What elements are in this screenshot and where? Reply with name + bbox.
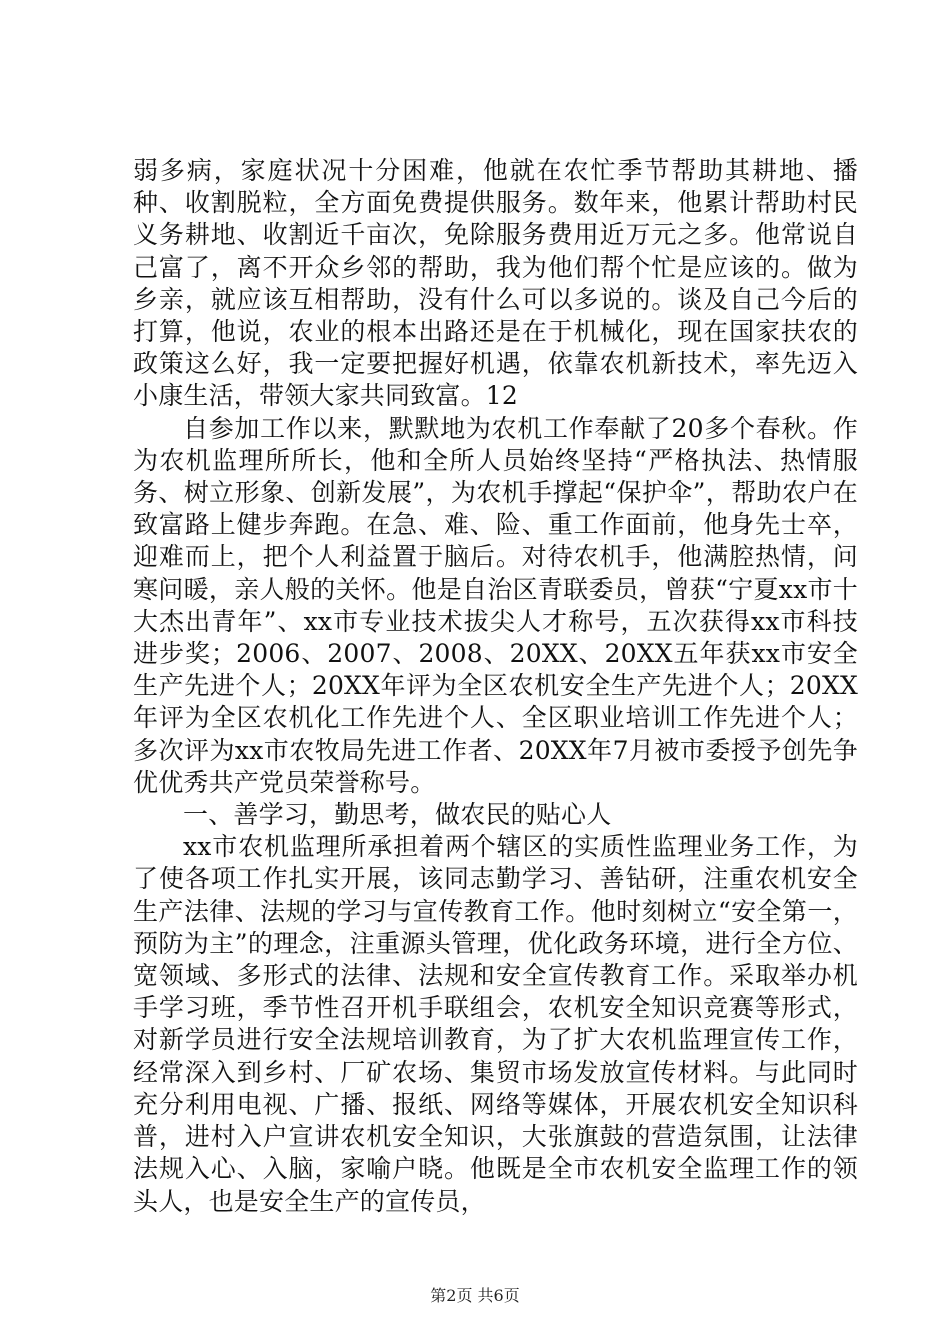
paragraph-continuation: 弱多病，家庭状况十分困难，他就在农忙季节帮助其耕地、播种、收割脱粒，全方面免费提供服务。数年来，他累计帮助村民义务耕地、收割近千亩次，免除服务费用近万元之多。他常说自己富了，离不开众乡邻的帮助，我为他们帮个忙是应该的。做为乡亲，就应该互相帮助，没有什么可以多说的。谈及自己今后的打算，他说，农业的根本出路还是在于机械化，现在国家扶农的政策这么好，我一定要把握好机遇，依靠农机新技术，率先迈入小康生活，带领大家共同致富。12 [133, 156, 858, 411]
document-body [133, 155, 858, 1218]
section-heading: 一、善学习，勤思考，做农民的贴心人 [183, 800, 612, 830]
page-number-footer: 第2页 共6页 [430, 1286, 520, 1305]
paragraph-section-body: xx市农机监理所承担着两个辖区的实质性监理业务工作，为了使各项工作扎实开展，该同志勤学习、善钻研，注重农机安全生产法律、法规的学习与宣传教育工作。他时刻树立“安全第一，预防为主”的理念，注重源头管理，优化政务环境，进行全方位、宽领域、多形式的法律、法规和安全宣传教育工作。采取举办机手学习班，季节性召开机手联组会，农机安全知识竞赛等形式，对新学员进行安全法规培训教育，为了扩大农机监理宣传工作，经常深入到乡村、厂矿农场、集贸市场发放宣传材料。与此同时充分利用电视、广播、报纸、网络等媒体，开展农机安全知识科普，进村入户宣讲农机安全知识，大张旗鼓的营造氛围，让法律法规入心、入脑，家喻户晓。他既是全市农机安全监理工作的领头人，也是安全生产的宣传员， [133, 832, 858, 1216]
paragraph-career-summary: 自参加工作以来，默默地为农机工作奉献了20多个春秋。作为农机监理所所长，他和全所人员始终坚持“严格执法、热情服务、树立形象、创新发展”，为农机手撑起“保护伞”，帮助农户在致富路上健步奔跑。在急、难、险、重工作面前，他身先士卒，迎难而上，把个人利益置于脑后。对待农机手，他满腔热情，问寒问暖，亲人般的关怀。他是自治区青联委员，曾获“宁夏xx市十大杰出青年”、xx市专业技术拔尖人才称号，五次获得xx市科技进步奖；2006、2007、2008、20XX、20XX五年获xx市安全生产先进个人；20XX年评为全区农机安全生产先进个人；20XX年评为全区农机化工作先进个人、全区职业培训工作先进个人；多次评为xx市农牧局先进工作者、20XX年7月被市委授予创先争优优秀共产党员荣誉称号。 [133, 413, 858, 797]
